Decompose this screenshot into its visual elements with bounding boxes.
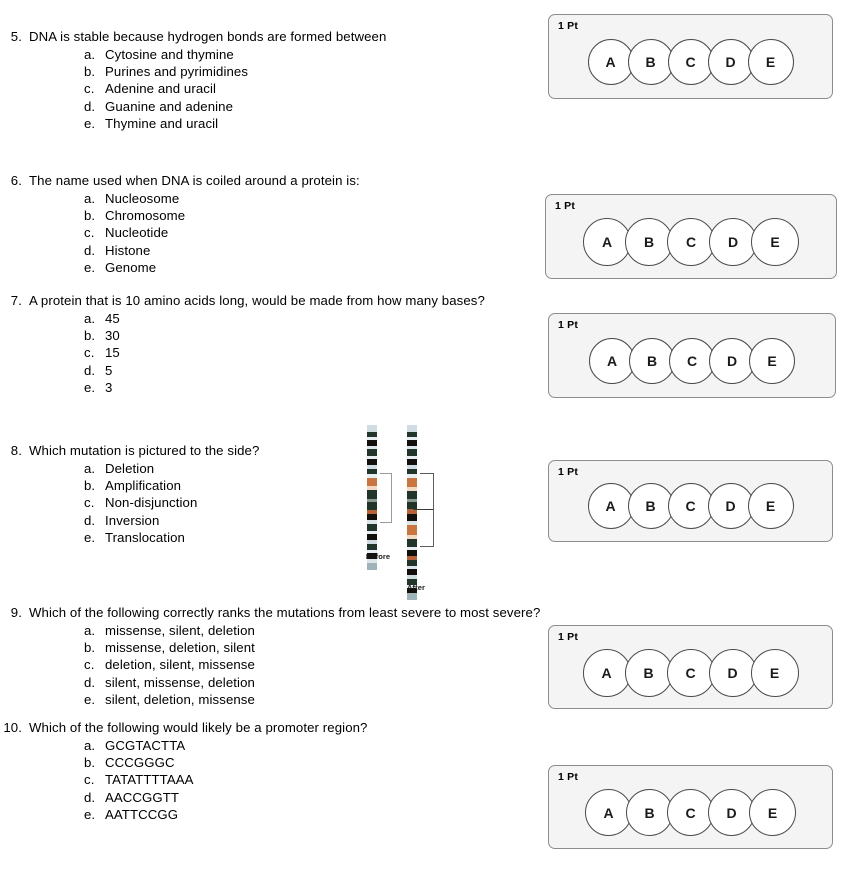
option-text: deletion, silent, missense [105, 657, 255, 673]
question-number: 5. [10, 29, 22, 44]
bubble-c[interactable]: C [667, 218, 715, 266]
bubble-row [549, 649, 832, 697]
option-d[interactable] [84, 789, 540, 806]
bubble-d[interactable]: D [708, 789, 755, 836]
option-letter: e. [84, 379, 96, 395]
bubble-a[interactable]: A [585, 789, 632, 836]
bubble-row [549, 39, 832, 85]
question-text: The name used when DNA is coiled around a protein is: [29, 173, 360, 188]
bubble-c[interactable]: C [667, 649, 715, 697]
option-letter: c. [84, 772, 95, 788]
option-a[interactable] [84, 460, 540, 477]
question-number: 10. [3, 720, 22, 735]
option-text: Thymine and uracil [105, 115, 219, 131]
option-e[interactable] [84, 806, 540, 823]
bubble-e[interactable]: E [748, 483, 794, 529]
bubble-d[interactable]: D [709, 649, 757, 697]
points-label: 1 Pt [558, 631, 579, 643]
points-label: 1 Pt [558, 466, 579, 478]
option-letter: c. [84, 657, 95, 673]
option-letter: c. [84, 495, 95, 511]
points-label: 1 Pt [555, 200, 576, 212]
bubble-d[interactable]: D [708, 39, 754, 85]
option-letter: a. [84, 47, 96, 62]
bubble-row [549, 789, 832, 836]
option-letter: d. [84, 98, 96, 114]
option-text: GCGTACTTA [105, 738, 186, 753]
option-c[interactable] [84, 494, 540, 511]
question-stem [0, 28, 540, 45]
option-c[interactable] [84, 80, 540, 97]
bubble-e[interactable]: E [749, 789, 796, 836]
option-text: missense, deletion, silent [105, 640, 255, 656]
option-letter: e. [84, 259, 96, 275]
option-text: Cytosine and thymine [105, 47, 234, 62]
answer-box-q9[interactable] [548, 625, 833, 709]
bubble-a[interactable]: A [588, 39, 634, 85]
option-text: Histone [105, 242, 151, 258]
option-letter: e. [84, 691, 96, 707]
option-letter: b. [84, 64, 96, 80]
option-letter: b. [84, 640, 96, 656]
question-text: Which of the following correctly ranks the mutations from least severe to most severe? [29, 605, 541, 620]
question-text: A protein that is 10 amino acids long, would be made from how many bases? [29, 293, 485, 308]
option-letter: b. [84, 755, 96, 771]
bubble-a[interactable]: A [589, 338, 635, 384]
bubble-c[interactable]: C [668, 39, 714, 85]
option-letter: e. [84, 806, 96, 822]
answer-box-q7[interactable] [548, 313, 836, 398]
option-text: Guanine and adenine [105, 98, 234, 114]
option-letter: e. [84, 115, 96, 131]
option-text: missense, silent, deletion [105, 623, 255, 638]
option-text: Chromosome [105, 208, 186, 224]
option-text: 45 [105, 311, 120, 326]
bubble-c[interactable]: C [668, 483, 714, 529]
option-c[interactable] [84, 224, 540, 241]
bubble-b[interactable]: B [629, 338, 675, 384]
option-letter: c. [84, 81, 95, 97]
bubble-row [549, 483, 832, 529]
option-letter: e. [84, 529, 96, 545]
chromosome-before [365, 425, 379, 570]
option-text: Translocation [105, 529, 185, 545]
question-5 [0, 28, 540, 132]
question-stem [0, 292, 640, 309]
question-text: Which of the following would likely be a promoter region? [29, 720, 368, 735]
option-letter: b. [84, 208, 96, 224]
after-region-divider [413, 509, 433, 510]
option-list [0, 46, 540, 132]
option-letter: d. [84, 789, 96, 805]
bubble-d[interactable]: D [709, 218, 757, 266]
bubble-b[interactable]: B [628, 39, 674, 85]
option-a[interactable] [84, 737, 540, 754]
option-letter: c. [84, 225, 95, 241]
option-text: AACCGGTT [105, 789, 180, 805]
option-letter: d. [84, 512, 96, 528]
option-text: Genome [105, 259, 157, 275]
option-list [0, 737, 540, 823]
question-text: Which mutation is pictured to the side? [29, 443, 260, 458]
option-text: Deletion [105, 461, 155, 476]
question-7 [0, 292, 640, 396]
question-stem [0, 719, 540, 736]
bubble-c[interactable]: C [667, 789, 714, 836]
option-a[interactable] [84, 190, 540, 207]
option-text: silent, deletion, missense [105, 691, 255, 707]
option-d[interactable] [84, 512, 540, 529]
bubble-b[interactable]: B [626, 789, 673, 836]
bubble-d[interactable]: D [708, 483, 754, 529]
bubble-row [549, 338, 835, 384]
points-label: 1 Pt [558, 771, 579, 783]
option-letter: d. [84, 362, 96, 378]
after-region-bracket [420, 473, 434, 547]
chromosome-after-ideogram [405, 425, 419, 600]
question-number: 8. [10, 443, 22, 458]
question-10 [0, 719, 540, 823]
option-letter: d. [84, 242, 96, 258]
answer-box-q8[interactable] [548, 460, 833, 542]
option-text: AATTCCGG [105, 806, 179, 822]
chromosome-mutation-figure [355, 420, 460, 600]
answer-box-q10[interactable] [548, 765, 833, 849]
option-text: Nucleosome [105, 191, 180, 206]
option-text: 5 [105, 362, 113, 378]
figure-caption-before: Before [365, 552, 391, 561]
option-a[interactable] [84, 46, 540, 63]
question-6 [0, 172, 540, 276]
bubble-e[interactable]: E [748, 39, 794, 85]
bubble-b[interactable]: B [625, 649, 673, 697]
option-e[interactable] [84, 259, 540, 276]
option-letter: a. [84, 311, 96, 326]
option-text: 3 [105, 379, 113, 395]
bubble-row [546, 218, 836, 266]
option-b[interactable] [84, 63, 540, 80]
answer-box-q5[interactable] [548, 14, 833, 99]
option-letter: a. [84, 191, 96, 206]
option-letter: d. [84, 674, 96, 690]
points-label: 1 Pt [558, 319, 579, 331]
option-text: Non-disjunction [105, 495, 198, 511]
question-number: 7. [10, 293, 22, 308]
option-d[interactable] [84, 98, 540, 115]
bubble-e[interactable]: E [749, 338, 795, 384]
option-c[interactable] [84, 771, 540, 788]
bubble-e[interactable]: E [751, 649, 799, 697]
option-b[interactable] [84, 207, 540, 224]
bubble-b[interactable]: B [625, 218, 673, 266]
bubble-a[interactable]: A [588, 483, 634, 529]
option-letter: c. [84, 345, 95, 361]
option-b[interactable] [84, 754, 540, 771]
question-stem [0, 172, 540, 189]
answer-box-q6[interactable] [545, 194, 837, 279]
question-text: DNA is stable because hydrogen bonds are formed between [29, 29, 387, 44]
option-text: TATATTTTAAA [105, 772, 194, 788]
option-text: Amplification [105, 478, 182, 494]
option-d[interactable] [84, 242, 540, 259]
question-number: 9. [10, 605, 22, 620]
option-text: 30 [105, 328, 120, 344]
option-b[interactable] [84, 477, 540, 494]
option-text: silent, missense, deletion [105, 674, 255, 690]
bubble-a[interactable]: A [583, 649, 631, 697]
bubble-c[interactable]: C [669, 338, 715, 384]
option-text: Inversion [105, 512, 160, 528]
points-label: 1 Pt [558, 20, 579, 32]
option-text: Adenine and uracil [105, 81, 217, 97]
option-text: Nucleotide [105, 225, 169, 241]
option-letter: b. [84, 328, 96, 344]
option-e[interactable] [84, 115, 540, 132]
figure-caption-after: After [406, 583, 425, 592]
bubble-e[interactable]: E [751, 218, 799, 266]
chromosome-before-ideogram [365, 425, 379, 570]
option-text: Purines and pyrimidines [105, 64, 249, 80]
option-text: CCCGGGC [105, 755, 175, 771]
option-list [0, 190, 540, 276]
option-letter: a. [84, 738, 96, 753]
question-number: 6. [10, 173, 22, 188]
bubble-a[interactable]: A [583, 218, 631, 266]
option-list [0, 310, 640, 396]
option-letter: b. [84, 478, 96, 494]
option-text: 15 [105, 345, 120, 361]
before-region-bracket [380, 473, 392, 523]
bubble-d[interactable]: D [709, 338, 755, 384]
option-letter: a. [84, 461, 96, 476]
question-stem [0, 604, 700, 621]
option-letter: a. [84, 623, 96, 638]
option-e[interactable] [84, 529, 540, 546]
bubble-b[interactable]: B [628, 483, 674, 529]
chromosome-after [405, 425, 419, 600]
